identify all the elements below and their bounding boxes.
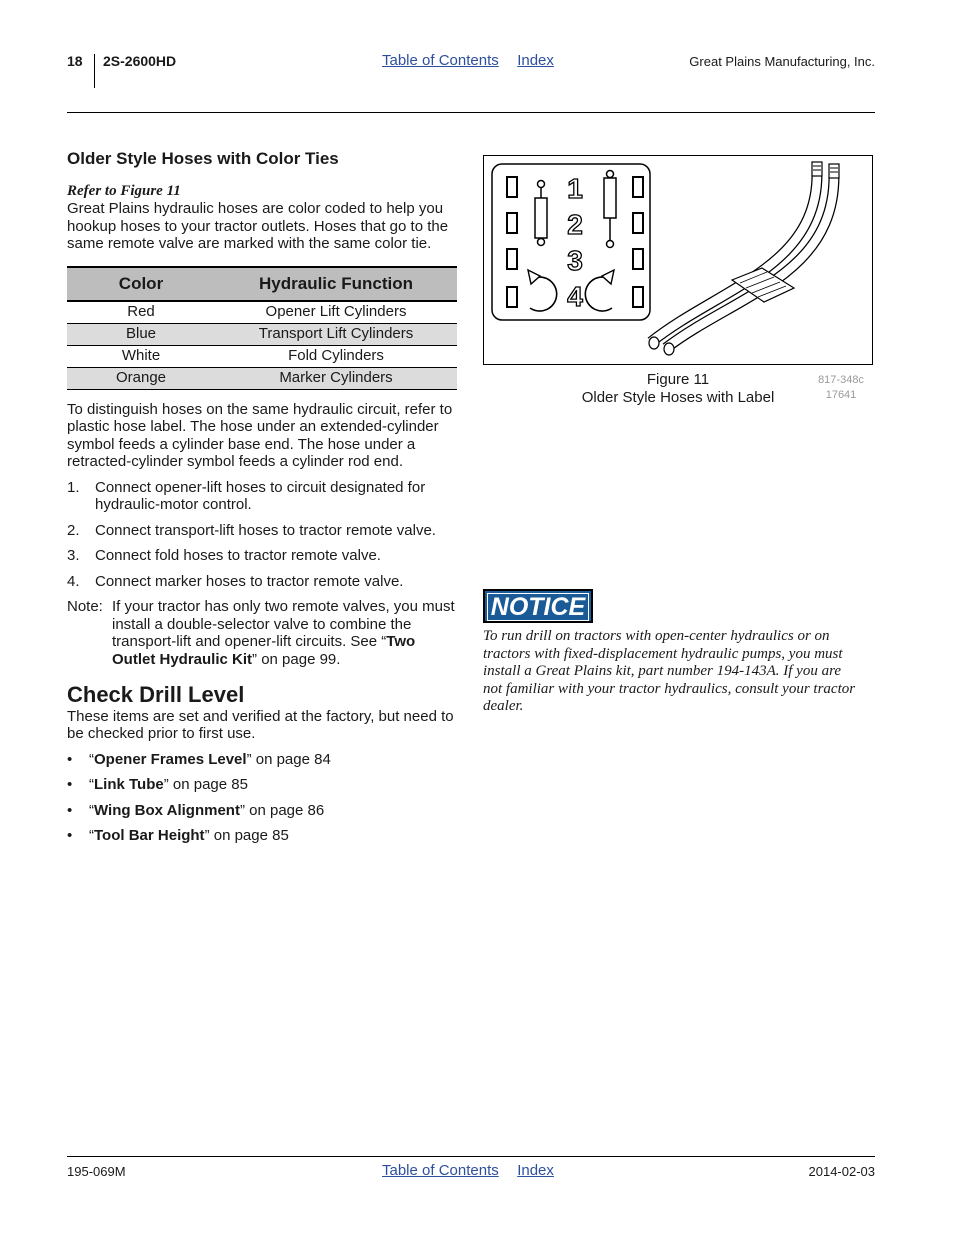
retracted-cylinder-icon: [604, 171, 616, 248]
list-item: [67, 573, 459, 591]
bullet-suffix: ” on page 86: [239, 801, 325, 819]
footer-nav: [382, 1162, 568, 1180]
note-label: Note:: [67, 598, 103, 615]
list-item: [67, 479, 459, 514]
step-number: 3.: [67, 547, 80, 564]
step-number: 2.: [67, 521, 80, 539]
step-text: Connect marker hoses to tractor remote valve.: [95, 572, 404, 590]
table-row: [67, 301, 457, 324]
figure-caption: [560, 371, 796, 406]
bullet-bold: Opener Frames Level: [94, 750, 247, 768]
color-cell: Red: [67, 301, 215, 324]
note-block: [67, 598, 459, 668]
company-name: Great Plains Manufacturing, Inc.: [689, 54, 875, 69]
bullet-suffix: ” on page 85: [163, 776, 248, 793]
section-heading-hoses: Older Style Hoses with Color Ties: [67, 149, 339, 168]
bullet-bold: Link Tube: [94, 776, 164, 793]
distinguish-paragraph: To distinguish hoses on the same hydraulic circuit, refer to plastic hose label. The hose under an extended-cylinder symbol feeds a cylinder base end. The hose under a retracted-cylinder symbol feeds a cylinder rod end.: [67, 400, 453, 470]
section-heading-level: Check Drill Level: [67, 682, 245, 707]
doc-number: 195-069M: [67, 1164, 126, 1179]
figure-label: Figure 11: [646, 371, 710, 388]
model-name: 2S-2600HD: [103, 53, 177, 69]
list-item: [67, 547, 459, 565]
figure-id: [806, 373, 876, 403]
footer-index-link[interactable]: Index: [517, 1162, 554, 1179]
step-text: Connect transport-lift hoses to tractor remote valve.: [95, 521, 436, 539]
header-divider: [94, 54, 95, 88]
function-column-header: Hydraulic Function: [215, 267, 457, 301]
footer-toc-link[interactable]: Table of Contents: [382, 1162, 499, 1179]
bullet-suffix: ” on page 85: [204, 827, 289, 844]
function-cell: Fold Cylinders: [215, 345, 457, 367]
bullet-suffix: ” on page 84: [246, 750, 331, 768]
bullet-bold: Wing Box Alignment: [94, 801, 240, 819]
bullet-bold: Tool Bar Height: [94, 827, 205, 844]
left-column: [67, 150, 459, 853]
figure-illustration: [483, 155, 873, 365]
notice-badge: [483, 589, 593, 623]
index-link[interactable]: Index: [517, 52, 554, 69]
hoses-intro: Great Plains hydraulic hoses are color coded to help you hookup hoses to your tractor outlets. Hoses that go to the same remote valve are marked with the same color tie.: [67, 200, 449, 252]
step-text: Connect fold hoses to tractor remote valve.: [95, 547, 381, 564]
function-cell: Transport Lift Cylinders: [215, 323, 457, 345]
step-number: 4.: [67, 572, 80, 590]
label-number-2: 2: [567, 209, 583, 240]
function-cell: Opener Lift Cylinders: [215, 301, 457, 324]
note-link-text: Two Outlet Hydraulic Kit: [112, 633, 416, 668]
header-rule: [67, 112, 875, 113]
level-intro: These items are set and verified at the factory, but need to be checked prior to first use.: [67, 707, 454, 742]
note-text-after: ” on page 99.: [252, 650, 341, 668]
table-row: [67, 345, 457, 367]
figure-id-2: 17641: [825, 389, 857, 401]
hydraulic-hoses: [649, 162, 839, 355]
footer-rule: [67, 1156, 875, 1157]
check-list: [67, 751, 459, 845]
page-number: 18: [67, 53, 83, 69]
color-column-header: Color: [67, 267, 215, 301]
table-row: [67, 367, 457, 389]
extended-cylinder-icon: [535, 181, 547, 246]
notice-text: To run drill on tractors with open-center hydraulics or on tractors with fixed-displacement hydraulic pumps, you must install a Great Plains kit, part number 194-143A. If you are not familiar with your tractor hydraulics, consult your tractor dealer.: [483, 628, 856, 714]
label-number-4: 4: [567, 281, 583, 312]
counterclockwise-arrow-icon: [528, 270, 557, 311]
table-row: [67, 323, 457, 345]
toc-link[interactable]: Table of Contents: [382, 52, 499, 69]
color-cell: Blue: [67, 323, 215, 345]
notice-label: NOTICE: [487, 593, 589, 621]
steps-list: [67, 479, 459, 591]
list-item: • “Opener Frames Level” on page 84: [67, 750, 331, 768]
figure-id-1: 817-348c: [818, 374, 864, 386]
note-text-before: If your tractor has only two remote valves, you must install a double-selector valve to combine the transport-lift and opener-lift circuits. See “: [112, 598, 455, 650]
step-text: Connect opener-lift hoses to circuit designated for hydraulic-motor control.: [95, 478, 426, 513]
list-item: [67, 522, 459, 540]
label-number-3: 3: [567, 245, 583, 276]
figure-reference: Refer to Figure 11: [67, 182, 181, 199]
list-item: • “Tool Bar Height” on page 85: [67, 827, 289, 844]
hose-label-drawing: [484, 156, 872, 364]
doc-date: 2014-02-03: [808, 1164, 875, 1179]
header-nav: [382, 52, 568, 70]
label-number-1: 1: [567, 173, 583, 204]
color-cell: Orange: [67, 367, 215, 389]
step-number: 1.: [67, 478, 80, 496]
list-item: • “Wing Box Alignment” on page 86: [67, 801, 325, 819]
color-cell: White: [67, 345, 215, 367]
list-item: • “Link Tube” on page 85: [67, 776, 248, 793]
clockwise-arrow-icon: [585, 270, 614, 311]
figure-title: Older Style Hoses with Label: [581, 388, 775, 406]
color-table: [67, 266, 457, 390]
function-cell: Marker Cylinders: [215, 367, 457, 389]
